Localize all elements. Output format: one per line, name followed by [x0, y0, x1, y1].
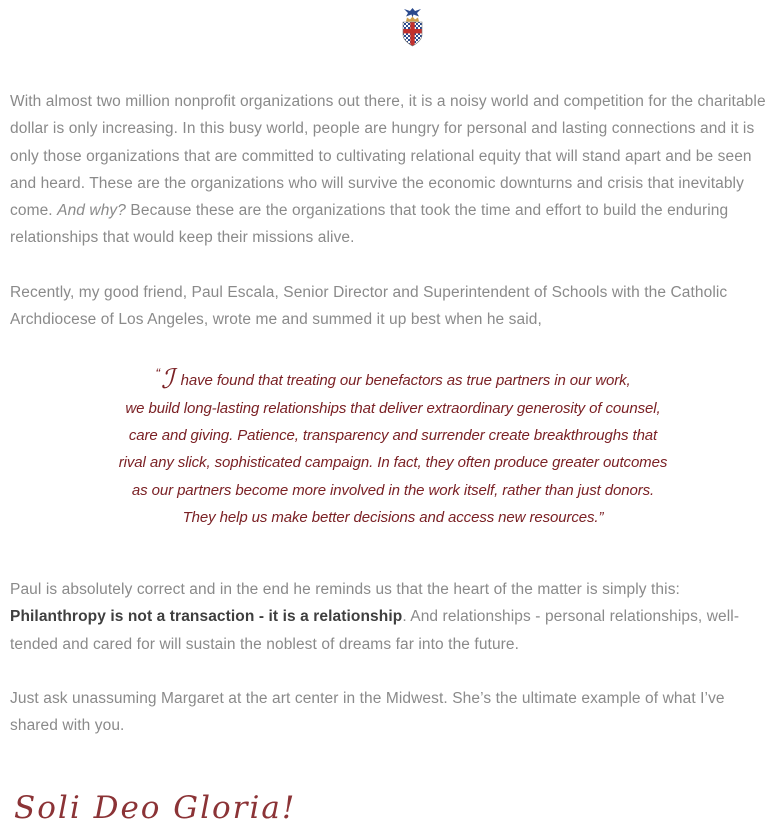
paragraph-text: With almost two million nonprofit organizations out there, it is a noisy world and competition for the charitable dollar is only increasing. In this busy world, people are hungry for personal and lasting connections and it is only those organizations that are committed to cultivating relational equity that will stand apart and be seen and heard. These are the organizations who will survive the economic downturns and crisis that inevitably come. [10, 93, 766, 220]
signature-soli-deo-gloria: Soli Deo Gloria! [14, 789, 297, 826]
bold-phrase-philanthropy: Philanthropy is not a transaction - it is a relationship [10, 608, 403, 626]
paragraph-paul-escala-intro [10, 279, 776, 334]
paragraph-text: Paul is absolutely correct and in the end he reminds us that the heart of the matter is simply this: [10, 581, 680, 599]
letter-footer [0, 790, 784, 826]
italic-phrase-and-why: And why? [57, 202, 126, 220]
crest-bird [404, 8, 421, 18]
paragraph-margaret-midwest [10, 685, 776, 740]
quote-line: rival any slick, sophisticated campaign. In fact, they often produce greater outcomes [118, 454, 668, 472]
quote-line: care and giving. Patience, transparency and surrender create breakthroughs that [128, 426, 658, 444]
paragraph-nonprofit-competition [10, 88, 776, 252]
quote-block [48, 360, 738, 531]
paragraph-text: Because these are the organizations that took the time and effort to build the enduring relationships that would keep their missions alive. [10, 202, 729, 247]
crest-crown [406, 17, 419, 22]
quote-line: They help us make better decisions and access new resources.” [182, 508, 604, 526]
paragraph-text: Just ask unassuming Margaret at the art center in the Midwest. She’s the ultimate example of what I’ve shared with you. [10, 690, 725, 735]
quote-open-mark: “ [155, 365, 160, 382]
paragraph-philanthropy-relationship [10, 576, 776, 658]
paragraph-text: Recently, my good friend, Paul Escala, Senior Director and Superintendent of Schools with the Catholic Archdiocese of Los Angeles, wrote me and summed it up best when he said, [10, 283, 728, 329]
paragraph-text: . And relationships - personal relationships, well-tended and cared for will sustain the noblest of dreams far into the future. [10, 608, 740, 653]
quote-line [48, 360, 738, 394]
heraldic-crest-icon [400, 7, 425, 47]
crest-header [0, 0, 784, 47]
quote-line: as our partners become more involved in the work itself, rather than just donors. [131, 481, 655, 499]
quote-line-text: have found that treating our benefactors as true partners in our work, [176, 372, 631, 390]
quote-line: we build long-lasting relationships that deliver extraordinary generosity of counsel, [125, 399, 661, 417]
letter-body [0, 47, 784, 740]
quote-script-initial: ℐ [160, 364, 174, 396]
